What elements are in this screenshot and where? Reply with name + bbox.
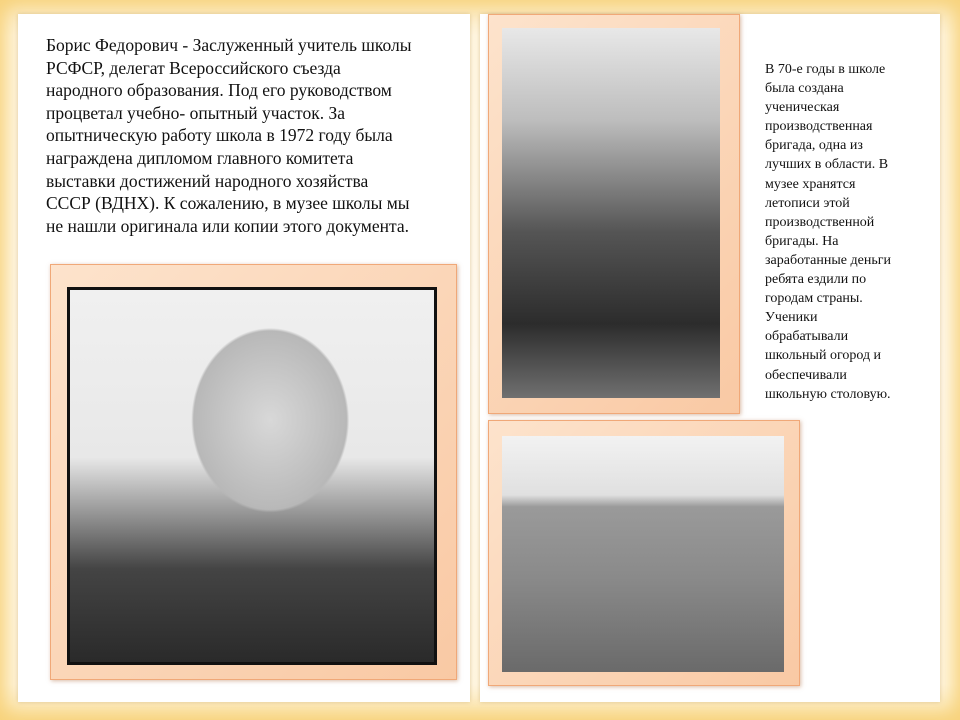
field-calf-photo-frame xyxy=(488,420,800,686)
text-line: производственная xyxy=(765,119,873,135)
text-line: обеспечивали xyxy=(765,367,847,383)
text-line: не нашли оригинала или копии этого документа. xyxy=(46,215,410,236)
text-line: процветал учебно- опытный участок. За xyxy=(46,102,346,123)
left-text-block xyxy=(46,34,412,237)
tractor-repair-photo xyxy=(502,28,720,398)
text-line: городам страны. xyxy=(765,291,863,307)
text-line: обрабатывали xyxy=(765,329,849,345)
text-line: лучших в области. В xyxy=(765,157,889,173)
text-line: ребята ездили по xyxy=(765,272,867,288)
text-line: школьную столовую. xyxy=(765,386,891,402)
text-line: школьный огород и xyxy=(765,348,882,364)
field-calf-photo xyxy=(502,436,784,672)
text-line: была создана xyxy=(765,81,844,97)
text-line: В 70-е годы в школе xyxy=(765,62,886,77)
text-line: Ученики xyxy=(765,310,818,326)
tractor-repair-photo-frame xyxy=(488,14,740,414)
text-line: летописи этой xyxy=(765,195,850,211)
text-line: музее хранятся xyxy=(765,176,856,192)
text-line: Борис Федорович - Заслуженный учитель школы xyxy=(46,35,412,55)
text-line: выставки достижений народного хозяйства xyxy=(46,170,369,191)
text-line: РСФСР, делегат Всероссийского съезда xyxy=(46,57,341,78)
text-line: ученическая xyxy=(765,100,840,116)
right-text-block xyxy=(765,60,891,404)
portrait-photo xyxy=(67,287,437,665)
text-line: опытническую работу школа в 1972 году была xyxy=(46,125,393,146)
text-line: народного образования. Под его руководством xyxy=(46,80,392,101)
text-line: производственной xyxy=(765,214,875,230)
text-line: бригада, одна из xyxy=(765,138,863,154)
text-line: СССР (ВДНХ). К сожалению, в музее школы мы xyxy=(46,193,410,214)
text-line: заработанные деньги xyxy=(765,252,891,268)
text-line: награждена дипломом главного комитета xyxy=(46,147,354,168)
text-line: бригады. На xyxy=(765,233,839,249)
portrait-photo-frame xyxy=(50,264,457,680)
